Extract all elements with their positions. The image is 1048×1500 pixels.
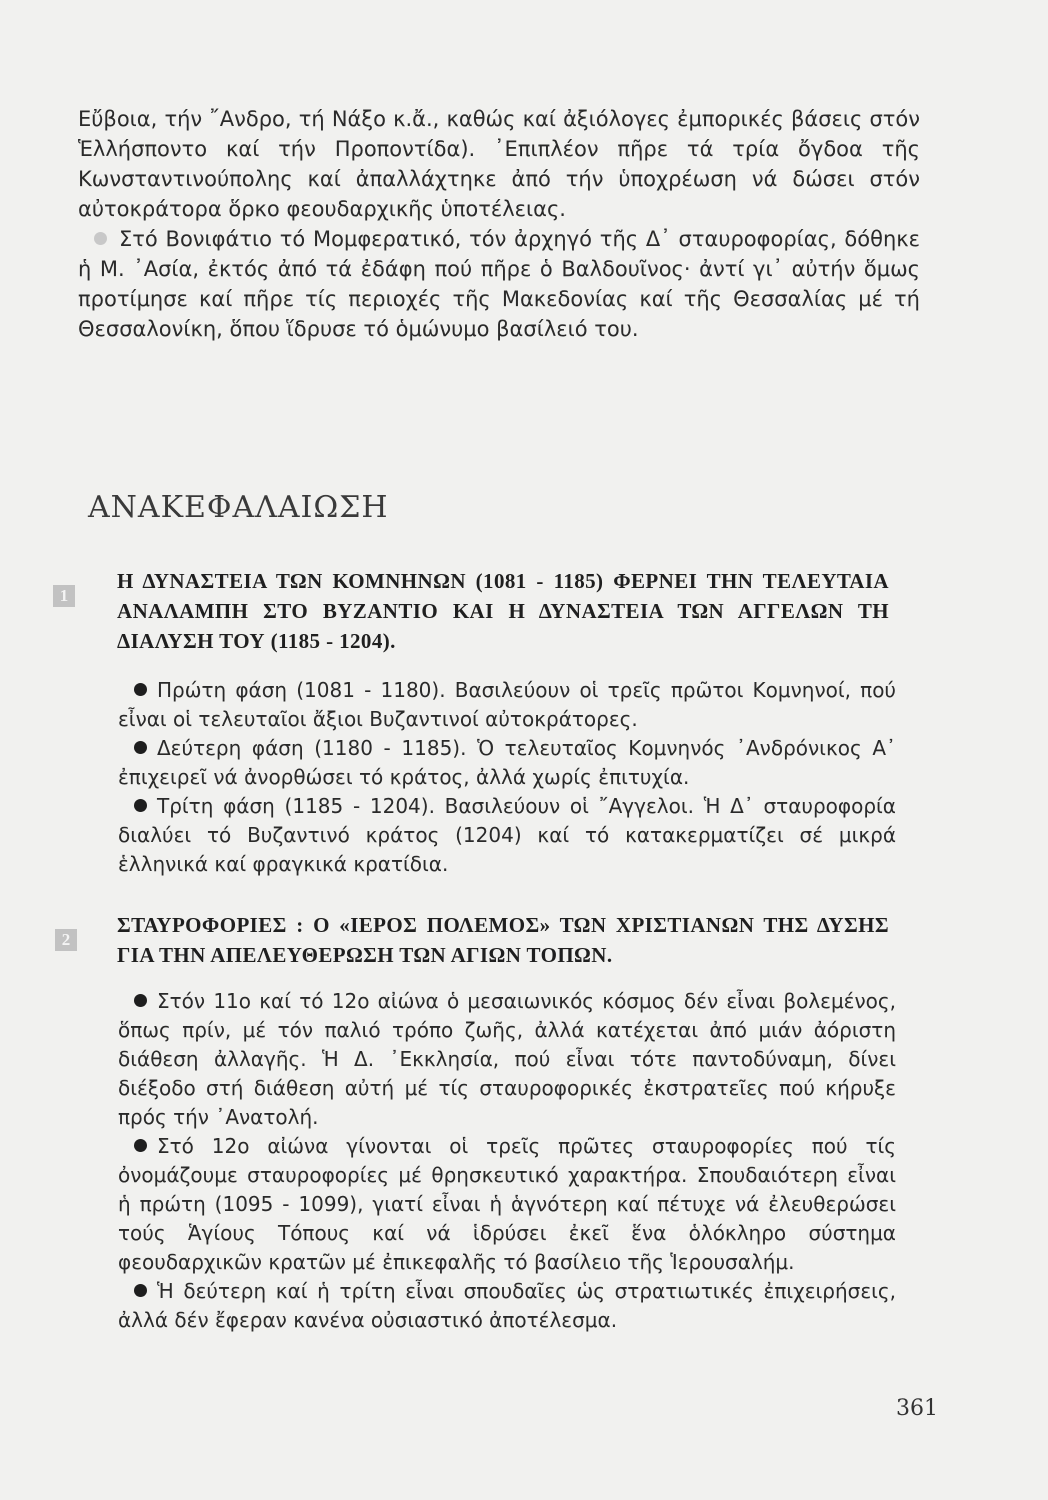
section-body: [118, 987, 896, 1335]
list-item: [118, 734, 896, 792]
intro-text: [78, 104, 920, 344]
list-item: [118, 792, 896, 879]
list-item-text: Δεύτερη φάση (1180 - 1185). Ὁ τελευταῖος Κομνηνός ᾿Ανδρόνικος Α᾽ ἐπιχειρεῖ νά ἀνορθώσει τό κράτος, ἀλλά χωρίς ἐπιτυχία.: [118, 736, 896, 789]
intro-paragraph-bullet: [78, 224, 920, 344]
intro-paragraph: Εὔβοια, τήν ῎Ανδρο, τή Νάξο κ.ἄ., καθώς καί ἀξιόλογες ἐμπορικές βάσεις στόν Ἑλλήσποντο καί τήν Προποντίδα). ᾿Επιπλέον πῆρε τά τρία ὄγδοα τῆς Κωνσταντινούπολης καί ἀπαλλάχτηκε ἀπό τήν ὑποχρέωση νά δώσει στόν αὐτοκράτορα ὅρκο φεουδαρχικῆς ὑποτέλειας.: [78, 107, 920, 221]
section-body: [118, 676, 896, 879]
list-item: [118, 676, 896, 734]
section-heading: Η ΔΥΝΑΣΤΕΙΑ ΤΩΝ ΚΟΜΝΗΝΩΝ (1081 - 1185) ΦΕΡΝΕΙ ΤΗΝ ΤΕΛΕΥΤΑΙΑ ΑΝΑΛΑΜΠΗ ΣΤΟ ΒΥΖΑΝΤΙΟ ΚΑΙ Η ΔΥΝΑΣΤΕΙΑ ΤΩΝ ΑΓΓΕΛΩΝ ΤΗ ΔΙΑΛΥΣΗ ΤΟΥ (1185 - 1204).: [117, 569, 889, 653]
summary-title: ΑΝΑΚΕΦΑΛΑΙΩΣΗ: [88, 490, 389, 525]
list-item: [118, 1132, 896, 1277]
list-item-text: Πρώτη φάση (1081 - 1180). Βασιλεύουν οἱ τρεῖς πρῶτοι Κομνηνοί, πού εἶναι οἱ τελευταῖοι ἄξιοι Βυζαντινοί αὐτοκράτορες.: [118, 678, 896, 731]
intro-paragraph-text: Στό Βονιφάτιο τό Μομφερατικό, τόν ἀρχηγό τῆς Δ᾽ σταυροφορίας, δόθηκε ἡ Μ. ᾿Ασία, ἐκτός ἀπό τά ἐδάφη πού πῆρε ὁ Βαλδουῖνος· ἀντί γι᾽ αὐτήν ὅμως προτίμησε καί πῆρε τίς περιοχές τῆς Μακεδονίας καί τῆς Θεσσαλίας μέ τή Θεσσαλονίκη, ὅπου ἵδρυσε τό ὁμώνυμο βασίλειό του.: [78, 227, 920, 341]
bullet-dot-icon: [134, 683, 147, 696]
list-item-text: Στόν 11ο καί τό 12ο αἰώνα ὁ μεσαιωνικός κόσμος δέν εἶναι βολεμένος, ὅπως πρίν, μέ τόν παλιό τρόπο ζωῆς, ἀλλά κατέχεται ἀπό μιάν ἀόριστη διάθεση ἀλλαγῆς. Ἡ Δ. ᾿Εκκλησία, πού εἶναι τότε παντοδύναμη, δίνει διέξοδο στή διάθεση αὐτή μέ τίς σταυροφορικές ἐκστρατεῖες πού κήρυξε πρός τήν ᾿Ανατολή.: [118, 989, 896, 1129]
bullet-dot-icon: [134, 799, 147, 812]
bullet-dot-icon: [134, 1284, 147, 1297]
list-item-text: Τρίτη φάση (1185 - 1204). Βασιλεύουν οἱ ῎Αγγελοι. Ἡ Δ᾽ σταυροφορία διαλύει τό Βυζαντινό κράτος (1204) καί τό κατακερματίζει σέ μικρά ἑλληνικά καί φραγκικά κρατίδια.: [118, 794, 896, 876]
bullet-dot-icon: [134, 1139, 147, 1152]
list-item-text: Ἡ δεύτερη καί ἡ τρίτη εἶναι σπουδαῖες ὡς στρατιωτικές ἐπιχειρήσεις, ἀλλά δέν ἔφεραν κανένα οὐσιαστικό ἀποτέλεσμα.: [118, 1279, 896, 1332]
section-number-badge: 1: [53, 585, 75, 607]
section-heading: ΣΤΑΥΡΟΦΟΡΙΕΣ : Ο «ΙΕΡΟΣ ΠΟΛΕΜΟΣ» ΤΩΝ ΧΡΙΣΤΙΑΝΩΝ ΤΗΣ ΔΥΣΗΣ ΓΙΑ ΤΗΝ ΑΠΕΛΕΥΘΕΡΩΣΗ ΤΩΝ ΑΓΙΩΝ ΤΟΠΩΝ.: [117, 913, 889, 967]
bullet-dot-icon: [134, 994, 147, 1007]
bullet-dot-icon: [94, 232, 107, 245]
section-number-badge: 2: [55, 929, 77, 951]
list-item: [118, 987, 896, 1132]
list-item-text: Στό 12ο αἰώνα γίνονται οἱ τρεῖς πρῶτες σταυροφορίες πού τίς ὀνομάζουμε σταυροφορίες μέ θρησκευτικό χαρακτήρα. Σπουδαιότερη εἶναι ἡ πρώτη (1095 - 1099), γιατί εἶναι ἡ ἁγνότερη καί πέτυχε νά ἐλευθερώσει τούς Ἁγίους Τόπους καί νά ἱδρύσει ἐκεῖ ἕνα ὁλόκληρο σύστημα φεουδαρχικῶν κρατῶν μέ ἐπικεφαλῆς τό βασίλειο τῆς Ἱερουσαλήμ.: [118, 1134, 896, 1274]
list-item: [118, 1277, 896, 1335]
page-number: 361: [896, 1396, 938, 1421]
bullet-dot-icon: [134, 741, 147, 754]
